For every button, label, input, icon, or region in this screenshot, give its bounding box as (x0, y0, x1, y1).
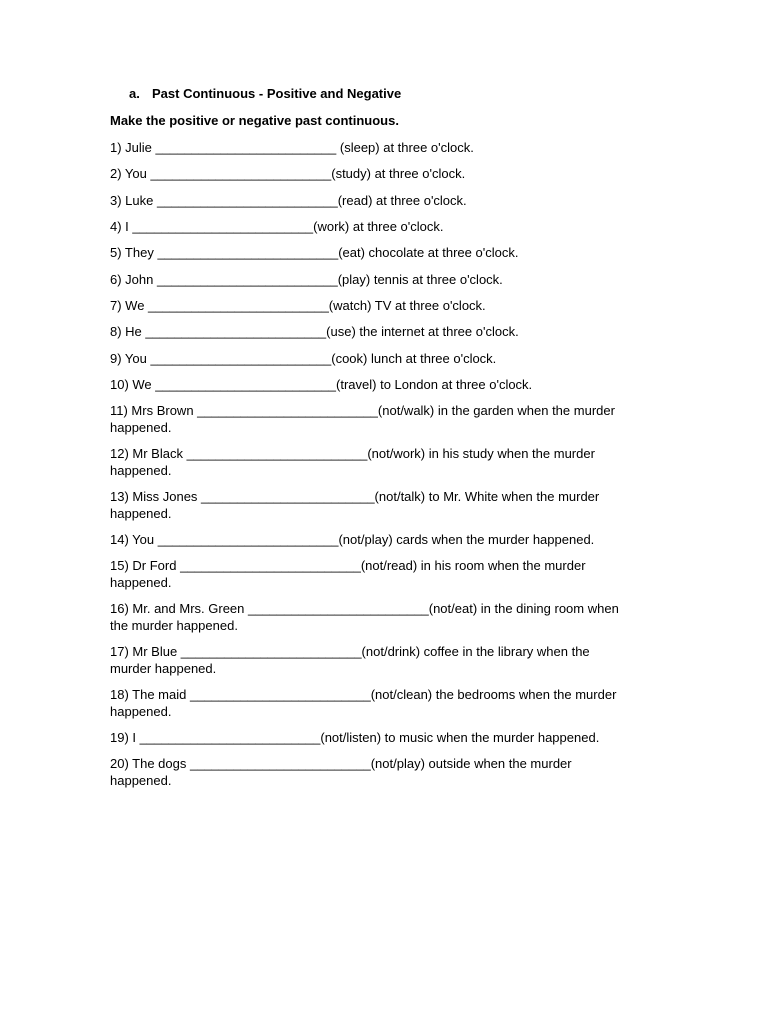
exercise-item (110, 402, 670, 436)
exercise-text: 19) I _________________________(not/listen) to music when the murder happened. (110, 730, 600, 745)
exercise-text: 7) We _________________________(watch) TV at three o'clock. (110, 298, 486, 313)
exercise-item (110, 488, 670, 522)
exercise-item (110, 376, 670, 393)
exercise-text-continued: happened. (110, 773, 172, 788)
exercise-text-continued: happened. (110, 575, 172, 590)
exercise-item (110, 729, 670, 746)
exercise-item (110, 271, 670, 288)
exercise-item (110, 218, 670, 235)
exercise-text-continued: the murder happened. (110, 618, 238, 633)
exercise-item (110, 531, 670, 548)
exercise-text-continued: happened. (110, 506, 172, 521)
section-marker: a. (129, 86, 140, 101)
exercise-text: 9) You _________________________(cook) lunch at three o'clock. (110, 351, 497, 366)
exercise-item (110, 192, 670, 209)
exercise-item (110, 755, 670, 789)
exercise-item (110, 323, 670, 340)
exercise-text-continued: murder happened. (110, 661, 217, 676)
section-heading (129, 85, 401, 102)
exercise-text: 3) Luke _________________________(read) at three o'clock. (110, 193, 467, 208)
section-title: Past Continuous - Positive and Negative (152, 86, 402, 101)
exercise-text: 13) Miss Jones ________________________(not/talk) to Mr. White when the murder (110, 489, 600, 504)
exercise-text-continued: happened. (110, 704, 172, 719)
exercise-text: 12) Mr Black _________________________(not/work) in his study when the murder (110, 446, 595, 461)
exercise-text: 4) I _________________________(work) at three o'clock. (110, 219, 444, 234)
exercise-text: 2) You _________________________(study) at three o'clock. (110, 166, 466, 181)
exercise-text: 20) The dogs _________________________(not/play) outside when the murder (110, 756, 572, 771)
exercise-item (110, 165, 670, 182)
instructions: Make the positive or negative past continuous. (110, 113, 399, 128)
exercise-text-continued: happened. (110, 463, 172, 478)
exercise-text: 8) He _________________________(use) the internet at three o'clock. (110, 324, 519, 339)
exercise-text: 14) You _________________________(not/play) cards when the murder happened. (110, 532, 595, 547)
exercise-item (110, 244, 670, 261)
exercise-item (110, 643, 670, 677)
exercise-text-continued: happened. (110, 420, 172, 435)
exercise-text: 10) We _________________________(travel) to London at three o'clock. (110, 377, 533, 392)
exercise-item (110, 297, 670, 314)
exercise-text: 18) The maid _________________________(not/clean) the bedrooms when the murder (110, 687, 617, 702)
exercise-text: 11) Mrs Brown _________________________(not/walk) in the garden when the murder (110, 403, 615, 418)
exercise-item (110, 350, 670, 367)
exercise-text: 1) Julie _________________________ (sleep) at three o'clock. (110, 140, 474, 155)
exercise-item (110, 686, 670, 720)
exercise-item (110, 445, 670, 479)
exercise-text: 17) Mr Blue _________________________(not/drink) coffee in the library when the (110, 644, 590, 659)
exercise-text: 15) Dr Ford _________________________(not/read) in his room when the murder (110, 558, 586, 573)
exercise-item (110, 557, 670, 591)
exercise-text: 16) Mr. and Mrs. Green _________________________(not/eat) in the dining room when (110, 601, 619, 616)
exercise-item (110, 600, 670, 634)
exercise-text: 6) John _________________________(play) tennis at three o'clock. (110, 272, 503, 287)
exercise-item (110, 139, 670, 156)
exercise-text: 5) They _________________________(eat) chocolate at three o'clock. (110, 245, 519, 260)
